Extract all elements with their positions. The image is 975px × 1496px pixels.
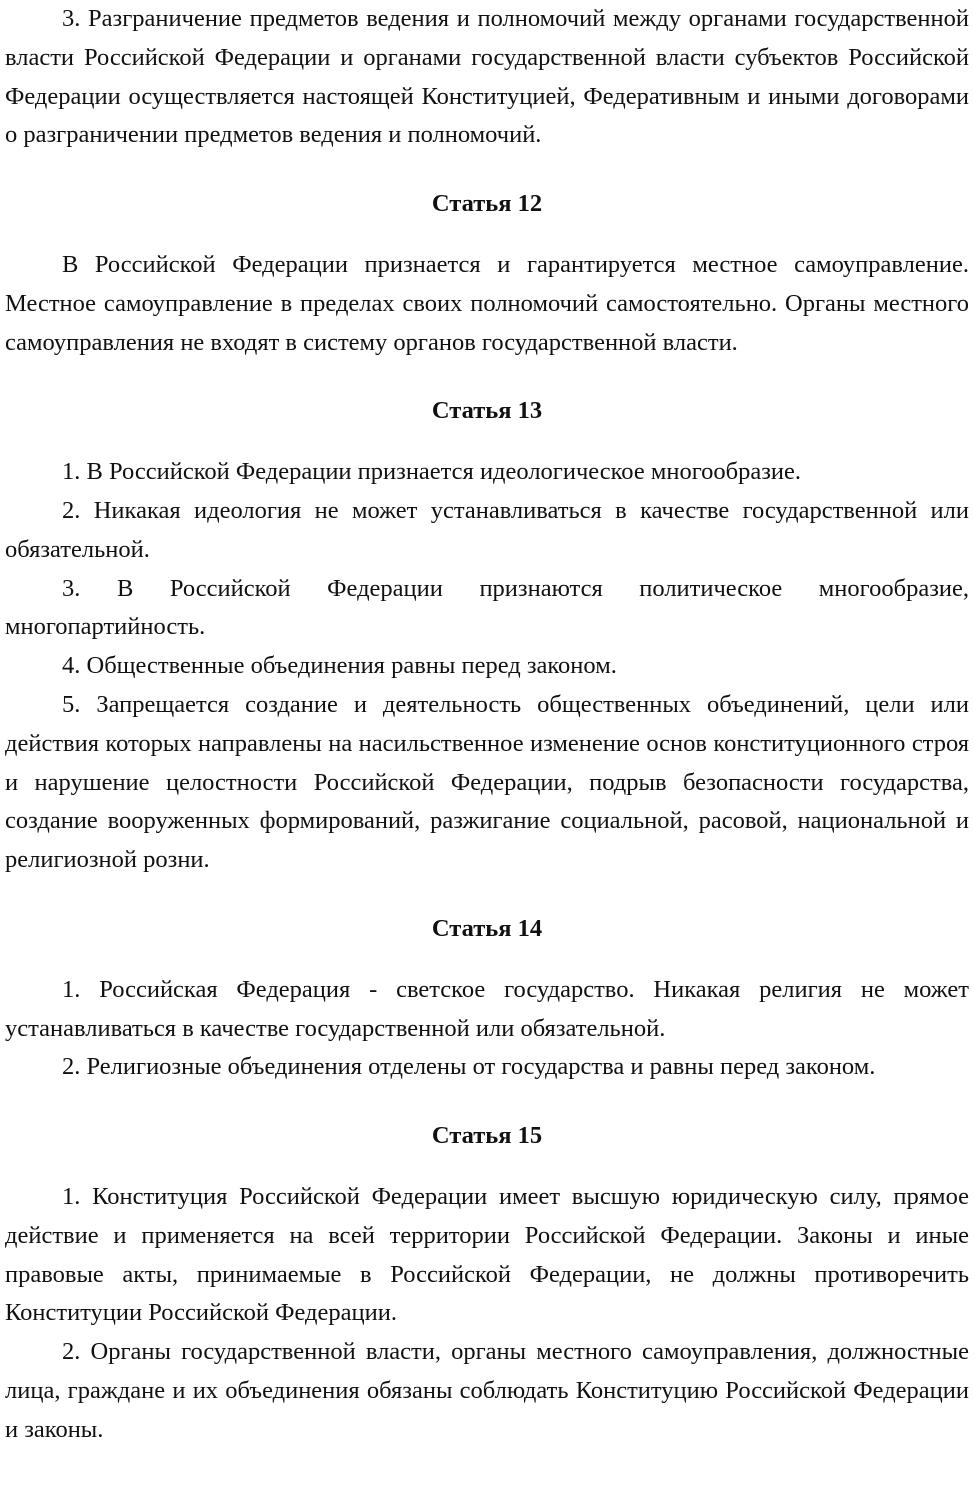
article-14-heading: Статья 14 xyxy=(431,914,543,942)
article-13-heading: Статья 13 xyxy=(431,397,543,425)
section-gap xyxy=(5,880,969,910)
article-14-paragraph-2: 2. Религиозные объединения отделены от государства и равны перед законом. xyxy=(62,1053,876,1081)
article-12-paragraph-1: В Российской Федерации признается и гарантируется местное самоуправление. Местное самоуправление в пределах своих полномочий самостоятельно. Органы местного самоуправления не входят в систему органов государственной власти. xyxy=(5,250,969,356)
article-13-paragraph-1: 1. В Российской Федерации признается идеологическое многообразие. xyxy=(62,458,802,486)
article-15-paragraph-1: 1. Конституция Российской Федерации имеет высшую юридическую силу, прямое действие и применяется на всей территории Российской Федерации. Законы и иные правовые акты, принимаемые в Российской Федерации, не должны противоречить Конституции Российской Федерации. xyxy=(5,1182,969,1327)
article-15-heading: Статья 15 xyxy=(431,1122,543,1150)
article-13-paragraph-2: 2. Никакая идеология не может устанавливаться в качестве государственной или обязательной. xyxy=(5,496,969,563)
document-page xyxy=(5,0,969,1450)
intro-paragraph: 3. Разграничение предметов ведения и полномочий между органами государственной власти Российской Федерации и органами государственной власти субъектов Российской Федерации осуществляется настоящей Конституцией, Федеративным и иными договорами о разграничении предметов ведения и полномочий. xyxy=(5,5,969,149)
article-13-paragraph-4: 4. Общественные объединения равны перед законом. xyxy=(62,652,617,680)
heading-gap xyxy=(5,1156,969,1178)
section-gap xyxy=(5,362,969,392)
section-gap xyxy=(5,1087,969,1117)
heading-gap xyxy=(5,431,969,453)
section-gap xyxy=(5,155,969,185)
heading-gap xyxy=(5,949,969,971)
article-13-paragraph-3: 3. В Российской Федерации признаются политическое многообразие, многопартийность. xyxy=(5,574,969,641)
article-13-paragraph-5: 5. Запрещается создание и деятельность общественных объединений, цели или действия которых направлены на насильственное изменение основ конституционного строя и нарушение целостности Российской Федерации, подрыв безопасности государства, создание вооруженных формирований, разжигание социальной, расовой, национальной и религиозной розни. xyxy=(5,690,969,874)
article-14-paragraph-1: 1. Российская Федерация - светское государство. Никакая религия не может устанавливаться в качестве государственной или обязательной. xyxy=(5,975,969,1042)
article-15-paragraph-2: 2. Органы государственной власти, органы местного самоуправления, должностные лица, граждане и их объединения обязаны соблюдать Конституцию Российской Федерации и законы. xyxy=(5,1338,969,1443)
heading-gap xyxy=(5,224,969,246)
article-12-heading: Статья 12 xyxy=(431,190,543,218)
